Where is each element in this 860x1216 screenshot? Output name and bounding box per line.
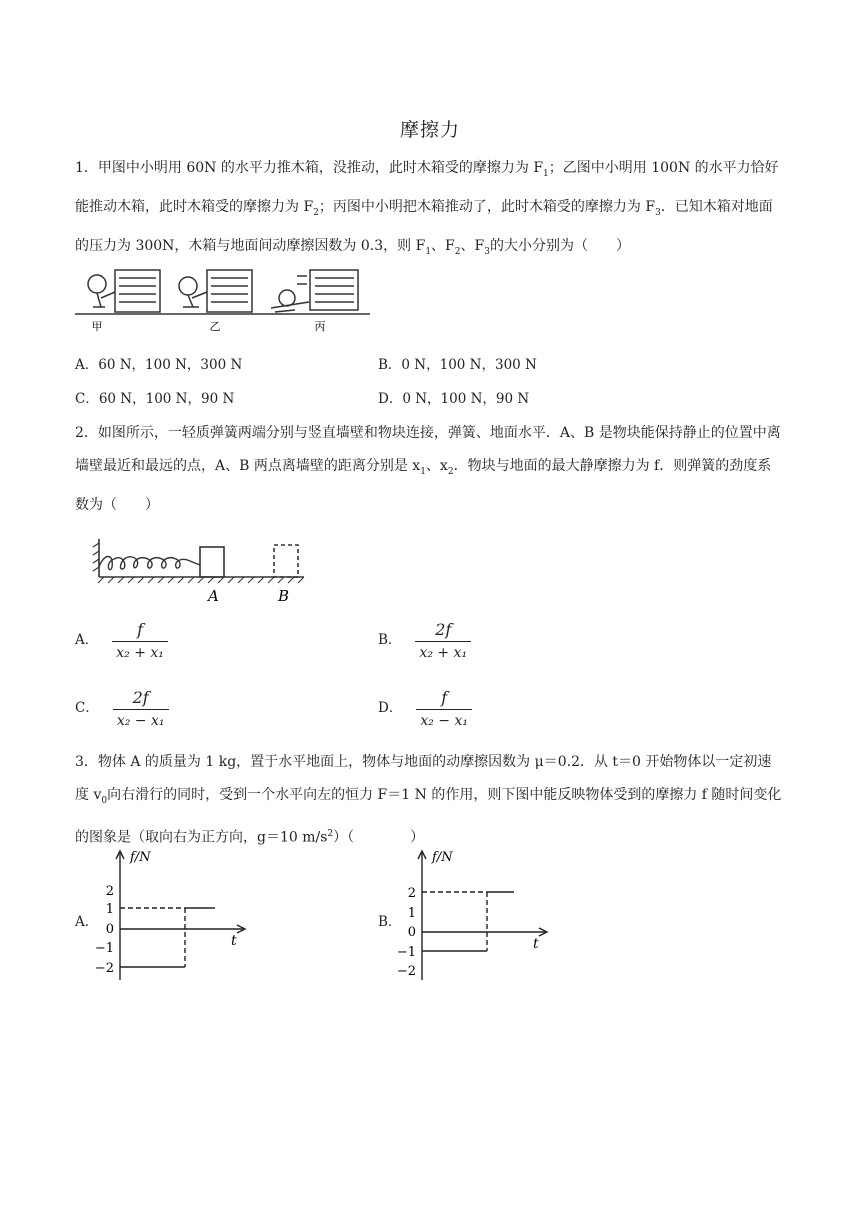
question-3-text: 3．物体 A 的质量为 1 kg，置于水平地面上，物体与地面的动摩擦因数为 μ＝0.2．从 t＝0 开始物体以一定初速度 $v_0$向右滑行的同时，受到一个水平向左的恒力 F＝1 N 的作用，则下图中能反映物体受到的摩擦力 f 随时间变化的图象是（取向右为正方向，g＝10 $m/s^2$）（ ）	[75, 754, 782, 846]
graph-b-xlabel: t	[533, 936, 539, 952]
figure-label-jia: 甲	[91, 320, 103, 333]
figure-label-yi: 乙	[209, 320, 221, 333]
question-2-text: 2．如图所示，一轻质弹簧两端分别与竖直墙壁和物块连接，弹簧、地面水平．A、B 是物块能保持静止的位置中离墙壁最近和最远的点，A、B 两点离墙壁的距离分别是 $x_1$、$x_2$．物块与地面的最大静摩擦力为 f．则弹簧的劲度系数为（ ）	[75, 425, 781, 513]
graph-b-tick: −1	[396, 945, 416, 960]
graph-a-tick: −2	[94, 961, 114, 976]
graph-b-tick: 1	[407, 906, 416, 921]
graph-b-tick: 2	[407, 886, 416, 901]
q3-graph-b	[396, 845, 560, 985]
graph-a-tick: 2	[105, 884, 114, 899]
figure-label-bing: 丙	[314, 320, 326, 333]
question-2-figure	[92, 535, 310, 605]
graph-a-ylabel: f/N	[130, 850, 151, 865]
q3-graph-a	[94, 845, 258, 985]
q3-option-a-label[interactable]: A．	[75, 914, 99, 930]
question-1-figure	[75, 262, 370, 334]
page-title: 摩擦力	[399, 119, 460, 141]
figure-label-a: A	[208, 587, 219, 605]
q2-option-d[interactable]: D． $\frac{f}{\text{x₂ − x₁}}$	[378, 688, 472, 729]
q1-option-a[interactable]: A．60 N，100 N，300 N	[75, 357, 243, 373]
q1-option-d[interactable]: D．0 N，100 N，90 N	[378, 391, 530, 407]
graph-b-tick: −2	[396, 964, 416, 979]
graph-a-tick: −1	[94, 941, 114, 956]
q2-option-a[interactable]: A． $\frac{f}{\text{x₂ + x₁}}$	[75, 620, 168, 661]
graph-b-ylabel: f/N	[432, 850, 453, 865]
q2-option-c[interactable]: C． $\frac{2f}{\text{x₂ − x₁}}$	[75, 688, 169, 729]
graph-a-tick: 0	[105, 922, 114, 937]
q3-option-b-label[interactable]: B．	[378, 914, 402, 930]
question-1-text: 1．甲图中小明用 60N 的水平力推木箱，没推动，此时木箱受的摩擦力为 $F_1$；乙图中小明用 100N 的水平力恰好能推动木箱，此时木箱受的摩擦力为 $F_2$；丙图中小明把木箱推动了，此时木箱受的摩擦力为 $F_3$．已知木箱对地面的压力为 300N，木箱与地面间动摩擦因数为 0.3，则 $F_1$、$F_2$、$F_3$的大小分别为（ ）	[75, 160, 779, 257]
figure-label-b: B	[278, 587, 290, 605]
graph-a-xlabel: t	[231, 933, 237, 949]
q1-option-b[interactable]: B．0 N，100 N，300 N	[378, 357, 537, 373]
q2-option-b[interactable]: B． $\frac{2f}{\text{x₂ + x₁}}$	[378, 620, 471, 661]
q1-option-c[interactable]: C．60 N，100 N，90 N	[75, 391, 235, 407]
graph-b-tick: 0	[407, 925, 416, 940]
graph-a-tick: 1	[105, 902, 114, 917]
